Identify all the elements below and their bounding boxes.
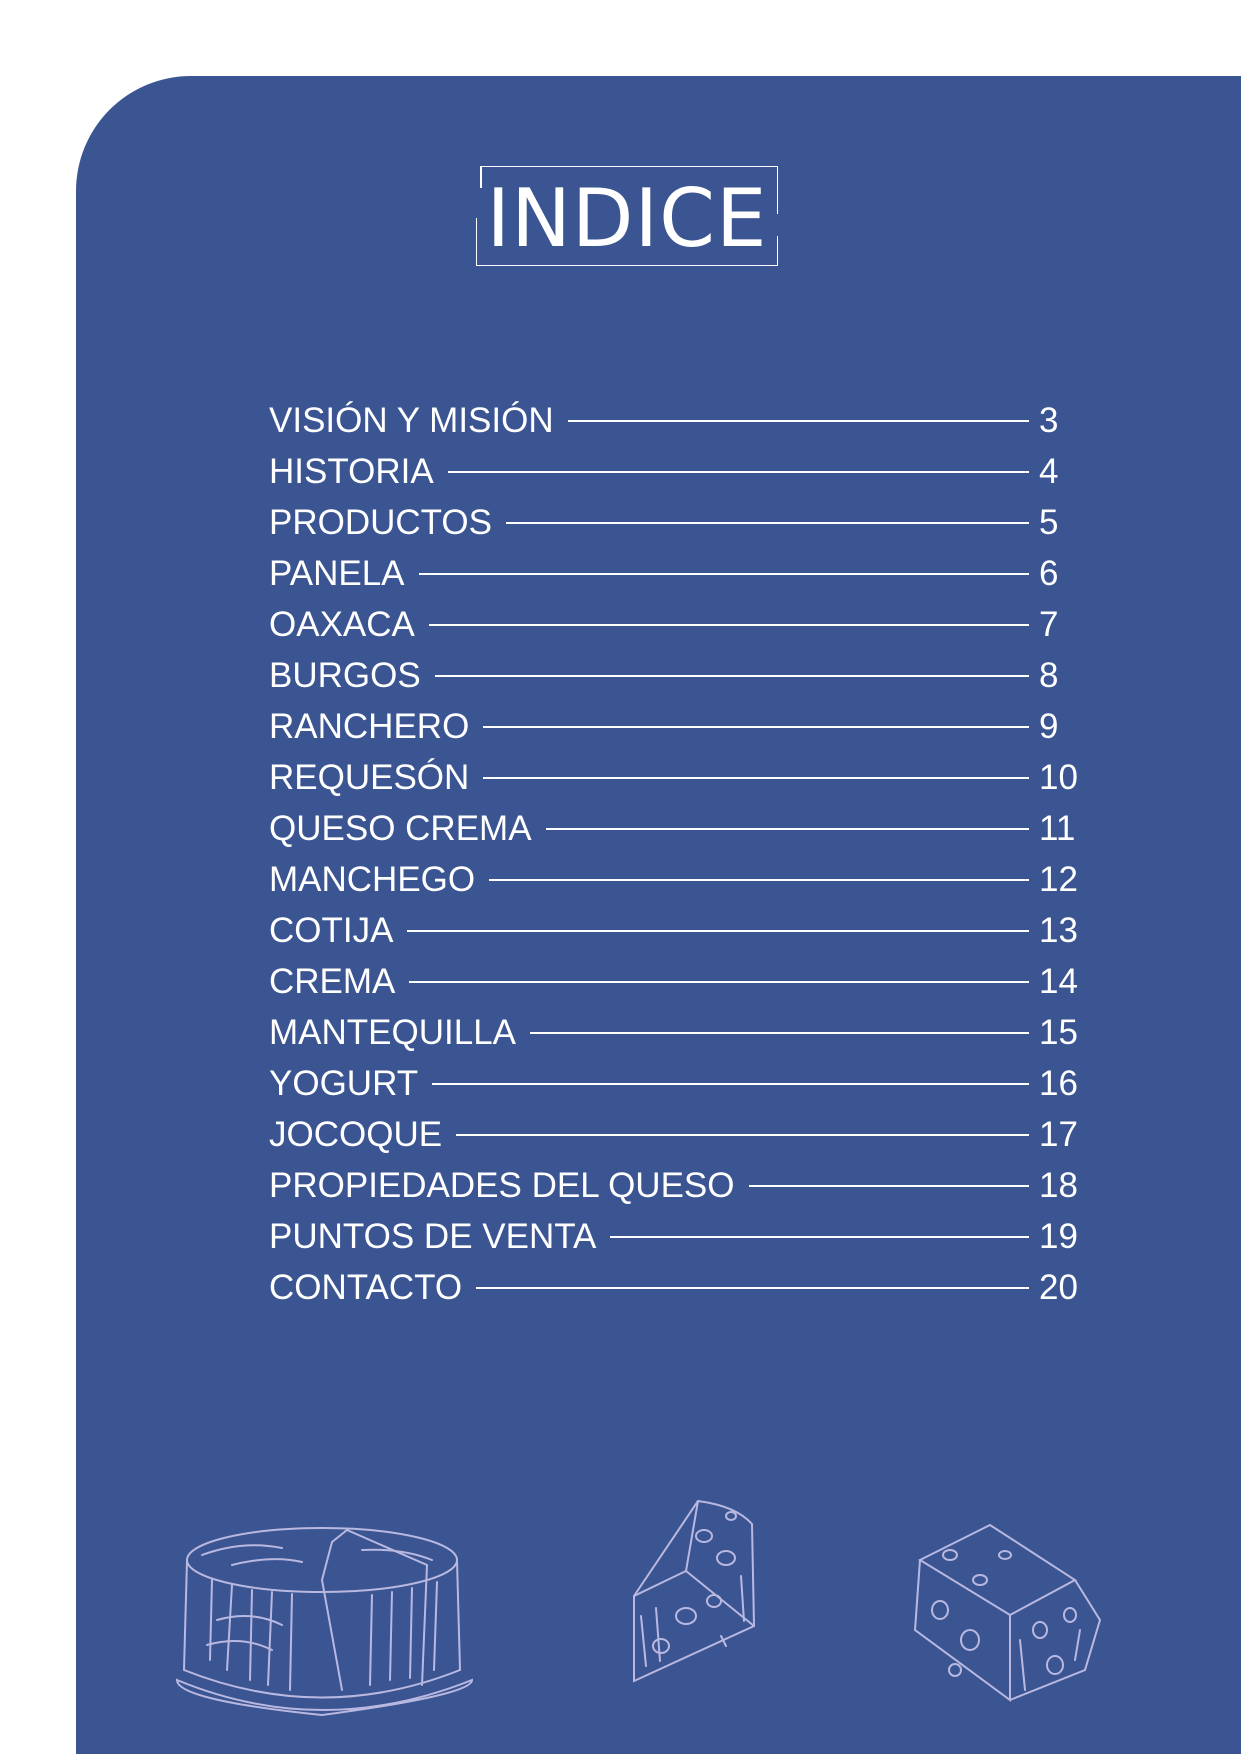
- toc-entry[interactable]: [269, 653, 1089, 699]
- toc-entry[interactable]: [269, 1265, 1089, 1311]
- toc-entry-page-number: 9: [1039, 707, 1059, 746]
- toc-entry[interactable]: [269, 1214, 1089, 1260]
- toc-entry[interactable]: [269, 959, 1089, 1005]
- toc-entry-label: REQUESÓN: [269, 758, 470, 797]
- toc-entry[interactable]: [269, 398, 1089, 444]
- cheese-block-icon: [910, 1520, 1105, 1710]
- toc-entry-label: MANTEQUILLA: [269, 1013, 516, 1052]
- toc-entry-page-number: 6: [1039, 554, 1059, 593]
- toc-entry-page-number: 8: [1039, 656, 1059, 695]
- toc-entry-page-number: 19: [1039, 1217, 1078, 1256]
- toc-entry-page-number: 14: [1039, 962, 1078, 1001]
- toc-entry[interactable]: [269, 1112, 1089, 1158]
- toc-entry[interactable]: [269, 755, 1089, 801]
- toc-leader-line: [407, 930, 1029, 932]
- toc-leader-line: [483, 777, 1029, 779]
- toc-leader-line: [483, 726, 1029, 728]
- toc-leader-line: [429, 624, 1029, 626]
- toc-entry-label: RANCHERO: [269, 707, 470, 746]
- toc-entry-label: JOCOQUE: [269, 1115, 443, 1154]
- toc-entry[interactable]: [269, 449, 1089, 495]
- toc-entry-page-number: 3: [1039, 401, 1059, 440]
- toc-entry-label: YOGURT: [269, 1064, 419, 1103]
- toc-entry-page-number: 18: [1039, 1166, 1078, 1205]
- toc-entry[interactable]: [269, 908, 1089, 954]
- toc-entry-label: PRODUCTOS: [269, 503, 492, 542]
- toc-entry-page-number: 20: [1039, 1268, 1078, 1307]
- toc-entry[interactable]: [269, 500, 1089, 546]
- toc-entry[interactable]: [269, 806, 1089, 852]
- cheese-wheel-icon: [172, 1520, 482, 1720]
- toc-entry-label: VISIÓN Y MISIÓN: [269, 401, 554, 440]
- toc-entry[interactable]: [269, 602, 1089, 648]
- toc-entry-page-number: 15: [1039, 1013, 1078, 1052]
- toc-entry-page-number: 17: [1039, 1115, 1078, 1154]
- toc-leader-line: [489, 879, 1029, 881]
- toc-entry-label: PROPIEDADES DEL QUESO: [269, 1166, 735, 1205]
- index-title-frame: [476, 166, 778, 266]
- toc-entry[interactable]: [269, 1163, 1089, 1209]
- toc-entry-page-number: 7: [1039, 605, 1059, 644]
- cheese-wedge-icon: [626, 1496, 766, 1686]
- toc-entry-page-number: 16: [1039, 1064, 1078, 1103]
- toc-entry-label: OAXACA: [269, 605, 415, 644]
- toc-entry-label: MANCHEGO: [269, 860, 476, 899]
- toc-leader-line: [506, 522, 1029, 524]
- toc-leader-line: [476, 1287, 1029, 1289]
- toc-leader-line: [448, 471, 1029, 473]
- toc-leader-line: [568, 420, 1029, 422]
- toc-leader-line: [749, 1185, 1030, 1187]
- toc-entry-page-number: 13: [1039, 911, 1078, 950]
- toc-entry-label: PUNTOS DE VENTA: [269, 1217, 597, 1256]
- toc-leader-line: [409, 981, 1029, 983]
- toc-entry[interactable]: [269, 1061, 1089, 1107]
- toc-entry-label: HISTORIA: [269, 452, 434, 491]
- toc-entry-page-number: 10: [1039, 758, 1078, 797]
- toc-leader-line: [435, 675, 1029, 677]
- toc-leader-line: [610, 1236, 1029, 1238]
- toc-leader-line: [419, 573, 1029, 575]
- toc-entry-page-number: 11: [1039, 809, 1076, 848]
- toc-leader-line: [456, 1134, 1029, 1136]
- toc-leader-line: [530, 1032, 1029, 1034]
- toc-entry-label: CONTACTO: [269, 1268, 463, 1307]
- toc-entry-label: CREMA: [269, 962, 396, 1001]
- toc-leader-line: [432, 1083, 1029, 1085]
- toc-entry-page-number: 5: [1039, 503, 1059, 542]
- toc-leader-line: [546, 828, 1029, 830]
- toc-entry-page-number: 4: [1039, 452, 1059, 491]
- toc-entry[interactable]: [269, 1010, 1089, 1056]
- toc-entry[interactable]: [269, 704, 1089, 750]
- toc-entry-label: QUESO CREMA: [269, 809, 532, 848]
- toc-entry-label: PANELA: [269, 554, 405, 593]
- toc-entry[interactable]: [269, 857, 1089, 903]
- index-title: INDICE: [486, 171, 768, 265]
- toc-entry-page-number: 12: [1039, 860, 1078, 899]
- toc-entry-label: BURGOS: [269, 656, 421, 695]
- toc-entry-label: COTIJA: [269, 911, 394, 950]
- toc-entry[interactable]: [269, 551, 1089, 597]
